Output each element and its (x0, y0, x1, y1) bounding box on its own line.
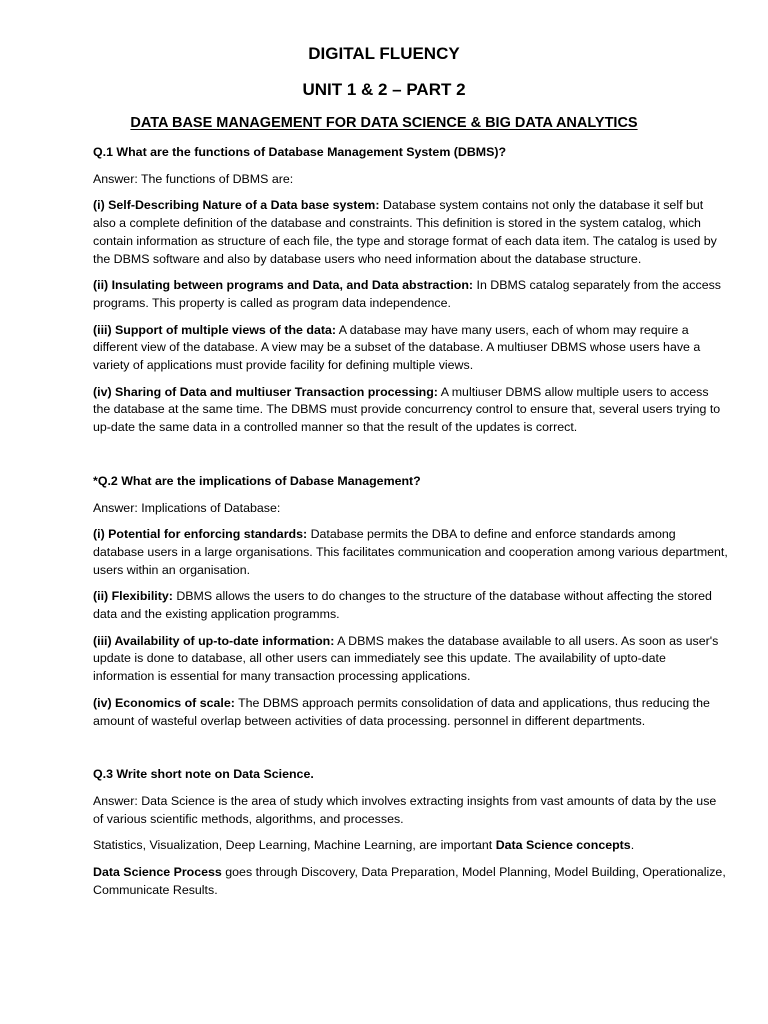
q1-item-2-heading: (ii) Insulating between programs and Data, and Data abstraction: (93, 278, 474, 293)
q1-item-3 (93, 322, 729, 375)
q1-item-1-heading: (i) Self-Describing Nature of a Data base system: (93, 198, 380, 213)
q2-item-1-text: Database permits the DBA to define and enforce standards among database users in a large organisations. This facilitates communication and cooperation among various department, users within an organisation. (93, 527, 728, 577)
q1-item-2-text: In DBMS catalog separately from the access programs. This property is called as program data independence. (93, 278, 721, 310)
q2-item-3 (93, 633, 729, 686)
section-spacer (93, 446, 729, 473)
q2-item-1-heading: (i) Potential for enforcing standards: (93, 527, 308, 542)
document-body (93, 144, 729, 909)
q2-item-4-heading: (iv) Economics of scale: (93, 695, 235, 710)
question-1: Q.1 What are the functions of Database Management System (DBMS)? (93, 145, 507, 159)
q2-item-4 (93, 695, 729, 730)
q1-item-3-heading: (iii) Support of multiple views of the data: (93, 322, 336, 337)
q2-item-4-text: The DBMS approach permits consolidation of data and applications, thus reducing the amount of wasteful overlap between activities of data processing. personnel in different departments. (93, 695, 710, 728)
data-science-concepts (93, 837, 729, 855)
q2-item-3-heading: (iii) Availability of up-to-date information: (93, 633, 335, 648)
q2-item-3-text: A DBMS makes the database available to all users. As soon as user's update is done to database, all other users can immediately see this update. The availability of upto-date information is essential for many transaction processing applications. (93, 633, 719, 684)
subject-heading: DATA BASE MANAGEMENT FOR DATA SCIENCE & BIG DATA ANALYTICS (130, 115, 638, 131)
q1-item-1 (93, 197, 729, 268)
answer-1-intro: Answer: The functions of DBMS are: (93, 171, 294, 186)
q1-item-1-text: Database system contains not only the database it self but also a complete definition of the database and constraints. This definition is stored in the system catalog, which contain information as structure of each file, the type and storage format of each data item. The catalog is used by the DBMS software and also by database users who need information about the database structure. (93, 198, 717, 266)
concepts-end: . (630, 838, 635, 853)
q1-item-2 (93, 277, 729, 312)
q1-item-4 (93, 384, 729, 437)
question-3: Q.3 Write short note on Data Science. (93, 767, 314, 782)
q2-item-2 (93, 588, 729, 623)
concepts-bold: Data Science concepts (495, 838, 631, 853)
answer-3: Answer: Data Science is the area of study which involves extracting insights from vast amounts of data by the use of various scientific methods, algorithms, and processes. (93, 793, 717, 826)
q1-item-4-text: A multiuser DBMS allow multiple users to access the database at the same time. The DBMS must provide concurrency control to ensure that, several users trying to up-date the same data in a controlled manner so that the result of the updates is correct. (93, 384, 721, 435)
unit-heading: UNIT 1 & 2 – PART 2 (302, 80, 466, 99)
document-title: DIGITAL FLUENCY (308, 44, 460, 63)
q2-item-2-heading: (ii) Flexibility: (93, 589, 173, 604)
q2-item-1 (93, 526, 729, 579)
q1-item-4-heading: (iv) Sharing of Data and multiuser Transaction processing: (93, 384, 438, 399)
answer-2-intro: Answer: Implications of Database: (93, 500, 281, 515)
q2-item-2-text: DBMS allows the users to do changes to the structure of the database without affecting the stored data and the existing application programms. (93, 589, 712, 622)
section-spacer (93, 739, 729, 766)
q1-item-3-text: A database may have many users, each of whom may require a different view of the database. A view may be a subset of the database. A multiuser DBMS whose users have a variety of applications must provide facility for defining multiple views. (93, 322, 701, 373)
concepts-text: Statistics, Visualization, Deep Learning, Machine Learning, are important (93, 838, 493, 853)
process-text: goes through Discovery, Data Preparation, Model Planning, Model Building, Operationalize, Communicate Results. (93, 865, 726, 897)
process-bold: Data Science Process (93, 865, 222, 880)
data-science-process (93, 864, 729, 899)
question-2: *Q.2 What are the implications of Dabase Management? (93, 473, 421, 488)
